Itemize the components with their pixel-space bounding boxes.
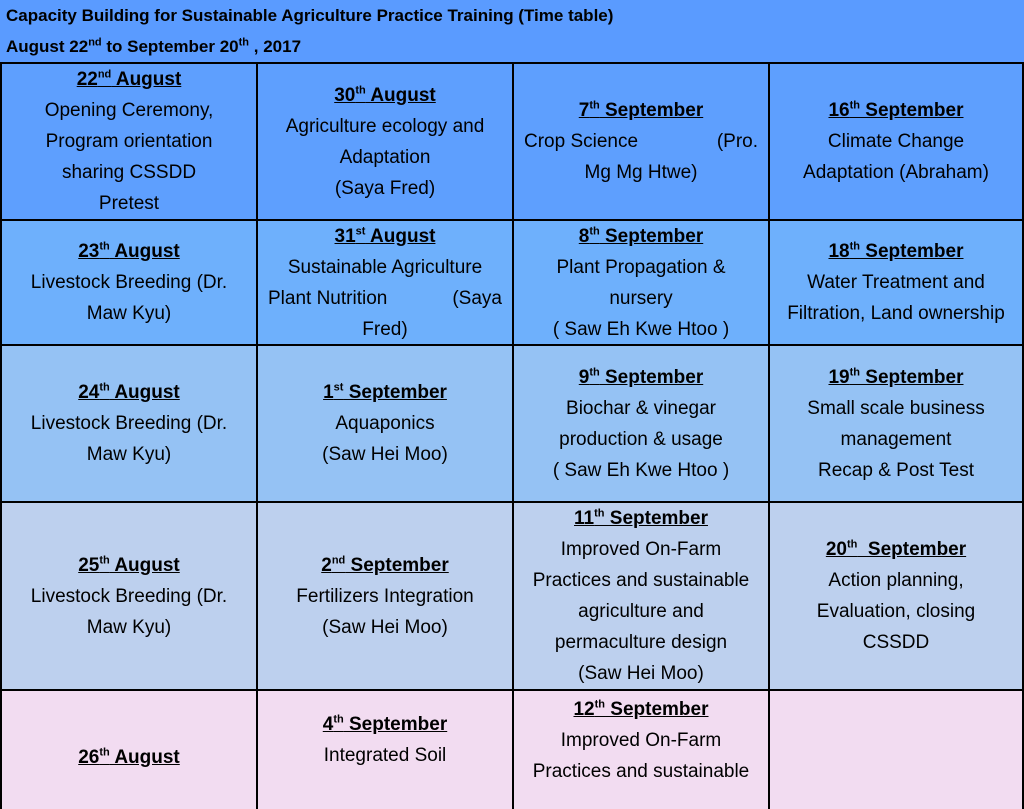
session-text: Agriculture ecology and — [285, 115, 485, 137]
page-header — [0, 0, 1024, 62]
session-text: (Saw Hei Moo) — [322, 616, 448, 638]
date-suffix: th — [99, 746, 110, 759]
date-month: September — [857, 539, 967, 560]
date-day: 1 — [323, 382, 334, 403]
date-day: 26 — [78, 747, 100, 768]
date-month: September — [343, 714, 448, 735]
date-suffix: st — [333, 381, 344, 394]
date-day: 22 — [76, 69, 98, 90]
timetable-cell — [512, 344, 768, 501]
session-date — [6, 236, 252, 267]
session-date — [6, 377, 252, 408]
session-text: Aquaponics — [335, 413, 435, 434]
training-date-range: August 22nd to September 20th , 2017 — [6, 36, 302, 56]
date-suffix: th — [99, 240, 110, 253]
session-date — [518, 95, 764, 126]
session-text: Maw Kyu) — [86, 303, 172, 324]
session-text: ( Saw Eh Kwe Htoo ) — [552, 318, 730, 340]
date-month: September — [345, 554, 449, 576]
session-text: Practices and sustainable — [532, 570, 750, 591]
date-month: August — [111, 69, 182, 90]
date-day: 23 — [78, 241, 100, 262]
session-text: Water Treatment and — [807, 272, 985, 293]
date-month: August — [109, 747, 180, 768]
timetable-cell — [0, 689, 256, 809]
date-day: 16 — [828, 100, 850, 121]
date-day: 25 — [78, 554, 100, 576]
timetable-cell — [256, 689, 512, 809]
timetable-cell — [768, 501, 1024, 689]
session-text: nursery — [609, 287, 673, 309]
session-date — [262, 709, 508, 740]
page-title: Capacity Building for Sustainable Agriculture Practice Training (Time table) — [6, 6, 614, 25]
timetable-cell — [768, 344, 1024, 501]
date-month: September — [599, 225, 704, 247]
date-day: 8 — [578, 225, 590, 247]
date-suffix: th — [589, 366, 600, 379]
session-text-left: Crop Science — [524, 131, 639, 152]
timetable-cell — [0, 501, 256, 689]
session-text: Maw Kyu) — [86, 444, 172, 465]
session-text: Integrated Soil — [323, 745, 447, 766]
timetable-cell — [256, 501, 512, 689]
date-suffix: th — [849, 240, 861, 253]
date-day: 20 — [825, 539, 847, 560]
session-text: Pretest — [98, 193, 160, 214]
date-month: September — [605, 699, 709, 720]
date-month: August — [109, 554, 180, 576]
timetable-cell — [0, 62, 256, 219]
date-month: September — [860, 366, 964, 388]
date-suffix: th — [594, 507, 605, 520]
date-day: 19 — [828, 366, 850, 388]
date-suffix: th — [849, 366, 861, 379]
date-day: 2 — [321, 554, 332, 576]
session-text: Maw Kyu) — [86, 616, 172, 638]
session-date — [262, 377, 508, 408]
timetable-cell — [768, 62, 1024, 219]
session-text: Adaptation (Abraham) — [803, 162, 989, 183]
date-day: 4 — [322, 714, 334, 735]
timetable-cell — [256, 219, 512, 344]
date-month: August — [109, 241, 180, 262]
date-day: 9 — [578, 366, 590, 388]
session-text: Sustainable Agriculture — [287, 256, 483, 278]
timetable-cell — [256, 62, 512, 219]
timetable-cell — [0, 344, 256, 501]
session-text: Recap & Post Test — [818, 459, 974, 481]
date-month: September — [599, 366, 704, 388]
timetable-cell — [512, 501, 768, 689]
session-text: ( Saw Eh Kwe Htoo ) — [552, 459, 730, 481]
session-date — [518, 221, 764, 252]
timetable-cell — [768, 219, 1024, 344]
session-text: Filtration, Land ownership — [787, 303, 1005, 324]
date-day: 12 — [573, 699, 595, 720]
date-day: 24 — [78, 382, 100, 403]
date-month: August — [365, 84, 436, 106]
session-text: sharing CSSDD — [61, 162, 197, 183]
date-suffix: th — [99, 381, 110, 394]
date-suffix: th — [594, 698, 606, 711]
session-text: Livestock Breeding (Dr. — [30, 585, 228, 607]
timetable-cell — [768, 689, 1024, 809]
session-date — [6, 64, 252, 95]
session-date — [774, 362, 1018, 393]
session-text: permaculture design — [554, 632, 728, 653]
date-suffix: th — [589, 99, 600, 112]
session-text: Plant Propagation & — [556, 256, 726, 278]
session-text — [518, 126, 764, 157]
session-text: agriculture and — [578, 601, 704, 622]
session-text: Practices and sustainable — [532, 761, 750, 782]
session-date — [262, 550, 508, 581]
session-text: Program orientation — [45, 131, 213, 152]
timetable-cell — [256, 344, 512, 501]
session-text: Livestock Breeding (Dr. — [30, 272, 228, 293]
date-month: September — [860, 241, 964, 262]
session-date — [774, 534, 1018, 565]
session-text: Biochar & vinegar — [566, 397, 716, 419]
session-date — [6, 550, 252, 581]
date-month: September — [860, 100, 964, 121]
session-text: Adaptation — [339, 146, 431, 168]
session-date — [518, 362, 764, 393]
date-suffix: th — [589, 225, 600, 238]
date-suffix: th — [355, 84, 366, 97]
session-text: Small scale business — [807, 397, 985, 419]
session-text: Mg Mg Htwe) — [584, 162, 698, 183]
date-month: September — [599, 100, 704, 121]
date-month: September — [343, 382, 447, 403]
timetable-cell — [512, 62, 768, 219]
session-text: Fertilizers Integration — [296, 585, 474, 607]
session-date — [518, 503, 764, 534]
date-day: 18 — [828, 241, 850, 262]
session-text: (Saya Fred) — [334, 177, 436, 199]
session-date — [262, 221, 508, 252]
session-text: Climate Change — [827, 131, 965, 152]
date-suffix: th — [99, 554, 110, 567]
session-text: Action planning, — [828, 570, 964, 591]
timetable-cell — [0, 219, 256, 344]
session-date — [518, 694, 764, 725]
date-day: 30 — [334, 84, 356, 106]
session-text: Evaluation, closing — [816, 601, 976, 622]
session-date — [774, 236, 1018, 267]
session-text: Improved On-Farm — [560, 539, 722, 560]
date-suffix: st — [355, 225, 366, 238]
session-text: Opening Ceremony, — [44, 100, 214, 121]
session-text: (Saw Hei Moo) — [322, 444, 448, 465]
session-date — [6, 742, 252, 773]
date-month: August — [109, 382, 180, 403]
session-text-right: (Pro. — [716, 131, 758, 152]
date-suffix: th — [333, 713, 344, 726]
session-text: production & usage — [559, 428, 723, 450]
session-text: Improved On-Farm — [560, 730, 722, 751]
timetable-cell — [512, 219, 768, 344]
session-text: management — [840, 428, 952, 450]
timetable-cell — [512, 689, 768, 809]
date-day: 11 — [574, 508, 595, 529]
date-month: September — [604, 508, 708, 529]
date-suffix: th — [849, 99, 861, 112]
date-day: 31 — [334, 225, 356, 247]
date-suffix: th — [846, 538, 858, 551]
date-suffix: nd — [331, 554, 346, 567]
date-month: August — [365, 225, 436, 247]
date-suffix: nd — [97, 68, 112, 81]
session-date — [774, 95, 1018, 126]
session-text-left: Plant Nutrition — [268, 287, 388, 309]
session-date — [262, 80, 508, 111]
session-text: (Saw Hei Moo) — [578, 663, 704, 684]
session-text-right: (Saya — [452, 287, 502, 309]
session-text: Livestock Breeding (Dr. — [30, 413, 228, 434]
session-text: CSSDD — [862, 632, 930, 653]
session-text: Fred) — [362, 318, 408, 340]
date-day: 7 — [578, 100, 590, 121]
session-text — [262, 283, 508, 314]
